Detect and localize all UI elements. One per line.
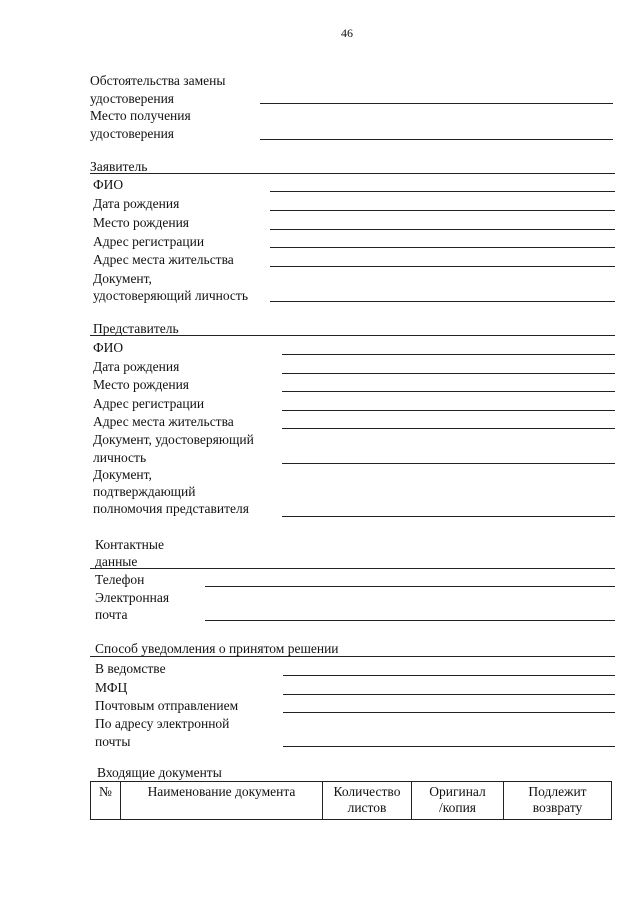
representative-heading-rule — [90, 335, 615, 336]
email-field[interactable] — [205, 620, 615, 621]
incoming-documents-heading: Входящие документы — [97, 765, 222, 780]
contacts-heading-2: данные — [95, 554, 138, 569]
applicant-identity-document-field[interactable] — [270, 301, 615, 302]
issue-place-field[interactable] — [260, 139, 613, 140]
representative-identity-document-label-2: личность — [93, 450, 147, 465]
representative-registration-address-field[interactable] — [282, 410, 615, 411]
applicant-residence-address-label: Адрес места жительства — [93, 252, 234, 267]
by-email-field[interactable] — [283, 746, 615, 747]
replacement-circumstances-field[interactable] — [260, 103, 613, 104]
by-email-label-1: По адресу электронной — [95, 716, 230, 731]
applicant-registration-address-field[interactable] — [270, 247, 615, 248]
applicant-full-name-field[interactable] — [270, 191, 615, 192]
column-number: № — [91, 782, 121, 820]
column-original-copy-line-1: Оригинал — [429, 784, 486, 799]
applicant-identity-document-label-2: удостоверяющий личность — [93, 288, 248, 303]
mfc-field[interactable] — [283, 694, 615, 695]
column-returnable-line-2: возврату — [532, 800, 583, 815]
column-sheet-count-line-1: Количество — [333, 784, 401, 799]
column-sheet-count — [323, 782, 412, 820]
replacement-circumstances-label-2: удостоверения — [90, 91, 175, 106]
applicant-birth-place-label: Место рождения — [93, 215, 190, 230]
representative-registration-address-label: Адрес регистрации — [93, 396, 205, 411]
representative-authority-document-label-1: Документ, — [93, 467, 152, 482]
representative-authority-document-label-2: подтверждающий — [93, 484, 196, 499]
phone-field[interactable] — [205, 586, 615, 587]
issue-place-label-1: Место получения — [90, 108, 191, 123]
contacts-heading-rule — [90, 568, 615, 569]
applicant-birth-place-field[interactable] — [270, 229, 615, 230]
representative-birth-date-label: Дата рождения — [93, 359, 180, 374]
by-mail-field[interactable] — [283, 712, 615, 713]
representative-birth-place-field[interactable] — [282, 391, 615, 392]
representative-authority-document-field[interactable] — [282, 516, 615, 517]
representative-residence-address-field[interactable] — [282, 428, 615, 429]
in-department-label: В ведомстве — [95, 661, 166, 676]
applicant-registration-address-label: Адрес регистрации — [93, 234, 205, 249]
applicant-birth-date-label: Дата рождения — [93, 196, 180, 211]
table-header-row — [91, 782, 612, 820]
applicant-birth-date-field[interactable] — [270, 210, 615, 211]
representative-birth-place-label: Место рождения — [93, 377, 190, 392]
in-department-field[interactable] — [283, 675, 615, 676]
contacts-heading-1: Контактные — [95, 537, 164, 552]
phone-label: Телефон — [95, 572, 145, 587]
representative-identity-document-field[interactable] — [282, 463, 615, 464]
notification-heading: Способ уведомления о принятом решении — [95, 641, 339, 656]
email-label-2: почта — [95, 607, 128, 622]
column-original-copy — [412, 782, 504, 820]
column-sheet-count-line-2: листов — [347, 800, 387, 815]
replacement-circumstances-label-1: Обстоятельства замены — [90, 73, 226, 88]
representative-full-name-field[interactable] — [282, 354, 615, 355]
column-returnable — [504, 782, 612, 820]
column-document-name: Наименование документа — [121, 782, 323, 820]
column-original-copy-line-2: /копия — [438, 800, 477, 815]
incoming-documents-table — [90, 781, 612, 820]
page-number: 46 — [341, 26, 353, 40]
applicant-residence-address-field[interactable] — [270, 266, 615, 267]
applicant-full-name-label: ФИО — [93, 177, 124, 192]
mfc-label: МФЦ — [95, 680, 128, 695]
issue-place-label-2: удостоверения — [90, 126, 175, 141]
column-returnable-line-1: Подлежит — [528, 784, 587, 799]
applicant-heading-rule — [90, 173, 615, 174]
representative-identity-document-label-1: Документ, удостоверяющий — [93, 432, 254, 447]
email-label-1: Электронная — [95, 590, 170, 605]
representative-heading: Представитель — [93, 321, 179, 336]
applicant-heading: Заявитель — [90, 159, 148, 174]
applicant-identity-document-label-1: Документ, — [93, 271, 152, 286]
representative-authority-document-label-3: полномочия представителя — [93, 501, 249, 516]
by-mail-label: Почтовым отправлением — [95, 698, 239, 713]
representative-birth-date-field[interactable] — [282, 373, 615, 374]
representative-full-name-label: ФИО — [93, 340, 124, 355]
notification-heading-rule — [90, 656, 615, 657]
by-email-label-2: почты — [95, 734, 131, 749]
representative-residence-address-label: Адрес места жительства — [93, 414, 234, 429]
